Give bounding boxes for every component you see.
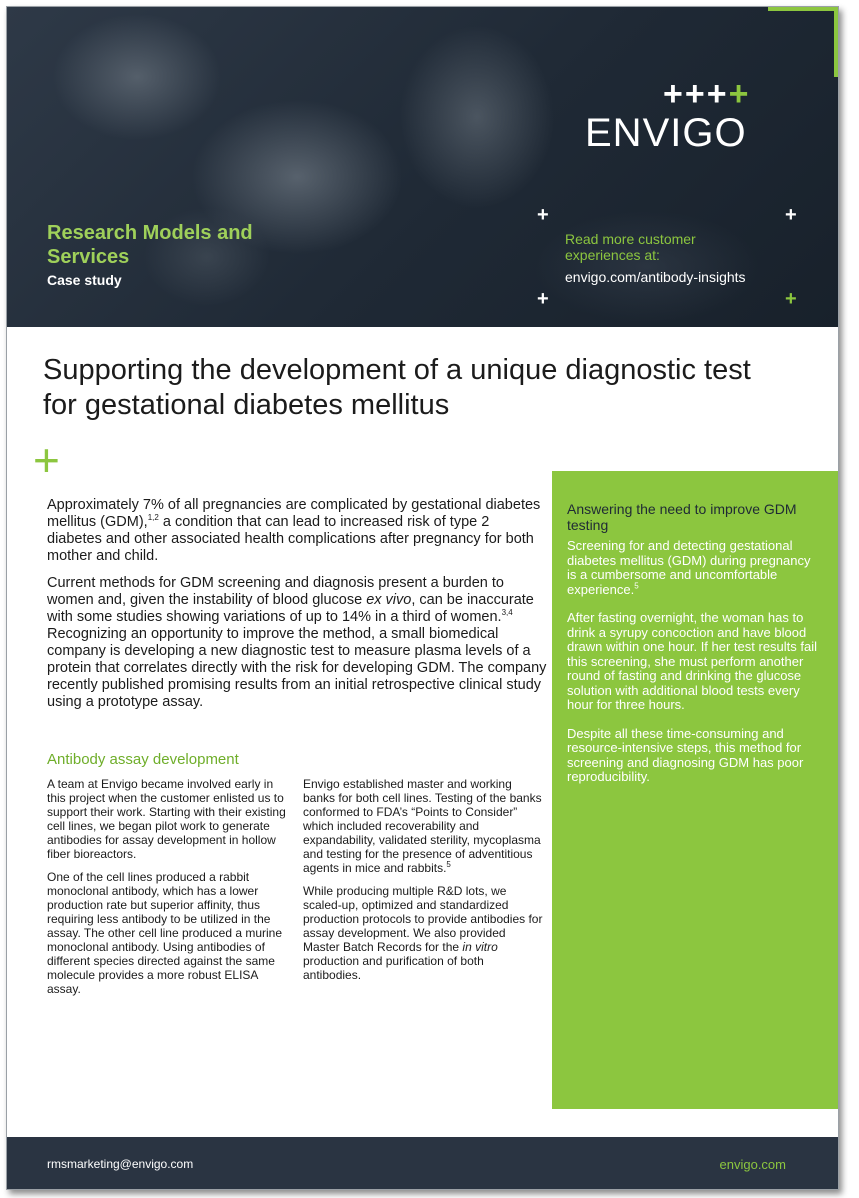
body-paragraph: One of the cell lines produced a rabbit monoclonal antibody, which has a lower production rate but superior affinity, thus requiring less antibody to be utilized in the assay. The other cell line produced a murine monoclonal antibody. Using antibodies of different species directed against the same molecule provides a more robust ELISA assay. — [47, 870, 283, 996]
sidebar-paragraph: Screening for and detecting gestational diabetes mellitus (GDM) during pregnancy is a cumbersome and uncomfortable experience.$^5$ — [567, 538, 811, 597]
body-paragraph: A team at Envigo became involved early in this project when the customer enlisted us to support their work. Starting with their existing cell lines, we began pilot work to generate antibodies for assay development in hollow fiber bioreactors. — [47, 777, 286, 861]
sidebar-text — [567, 539, 822, 785]
body-paragraph: Envigo established master and working banks for both cell lines. Testing of the banks conformed to FDA’s “Points to Consider” which included recoverability and expandability, validated sterility, mycoplasma and testing for the presence of adventitious agents in mice and rabbits.$^5$ — [303, 777, 542, 875]
sidebar-paragraph: After fasting overnight, the woman has to drink a syrupy concoction and have blood drawn within one hour. If her test results fail this screening, she must perform another round of fasting and drinking the glucose solution with additional blood tests every hour for three hours. — [567, 610, 818, 712]
plus-icon: + — [537, 204, 549, 226]
sidebar-heading: Answering the need to improve GDM testing — [567, 501, 797, 533]
body-paragraph: While producing multiple R&D lots, we scaled-up, optimized and standardized production protocols to provide antibodies for assay development. We also provided Master Batch Records for the in vitro production and purification of both antibodies. — [303, 884, 543, 982]
sidebar-paragraph: Despite all these time-consuming and resource-intensive steps, this method for screening and diagnosing GDM has poor reproducibility. — [567, 725, 804, 784]
footer-email-link[interactable]: rmsmarketing@envigo.com — [47, 1157, 194, 1171]
page-title: Supporting the development of a unique diagnostic test for gestational diabetes mellitus — [43, 354, 751, 421]
header-subtitle: Case study — [47, 272, 122, 288]
header-banner — [7, 7, 838, 327]
intro-paragraph: Current methods for GDM screening and diagnosis present a burden to women and, given the instability of blood glucose ex vivo, can be inaccurate with some studies showing variations of up to 14% in a third of women.$^{3,4}$ Recognizing an opportunity to improve the method, a small biomedical company is developing a new diagnostic test to measure plasma levels of a protein that correlates directly with the risk for developing GDM. The company recently published promising results from an initial retrospective clinical study using a prototype assay. — [47, 575, 547, 710]
header-title: Research Models and Services — [47, 222, 253, 268]
logo-wordmark: ENVIGO — [585, 111, 747, 155]
footer-bar — [7, 1137, 838, 1189]
intro-text — [47, 497, 547, 721]
read-more-label: Read more customer experiences at: — [565, 231, 696, 263]
section-heading: Antibody assay development — [47, 751, 239, 768]
plus-icon: + — [33, 434, 60, 486]
text-column-left — [47, 777, 289, 1005]
plus-icon: + — [785, 288, 797, 310]
document-page — [6, 6, 839, 1190]
logo-mark: ++++ — [663, 75, 751, 113]
plus-icon: + — [785, 204, 797, 226]
plus-icon: + — [537, 288, 549, 310]
footer-website-link[interactable]: envigo.com — [719, 1157, 786, 1172]
text-column-right — [303, 777, 545, 991]
sidebar-box — [552, 471, 838, 1109]
header-link[interactable]: envigo.com/antibody-insights — [565, 269, 746, 285]
corner-bracket-decoration — [768, 7, 838, 77]
intro-paragraph: Approximately 7% of all pregnancies are complicated by gestational diabetes mellitus (GDM),$^{1,2}$ a condition that can lead to increased risk of type 2 diabetes and other associated health complications after pregnancy for both mother and child. — [47, 497, 541, 564]
